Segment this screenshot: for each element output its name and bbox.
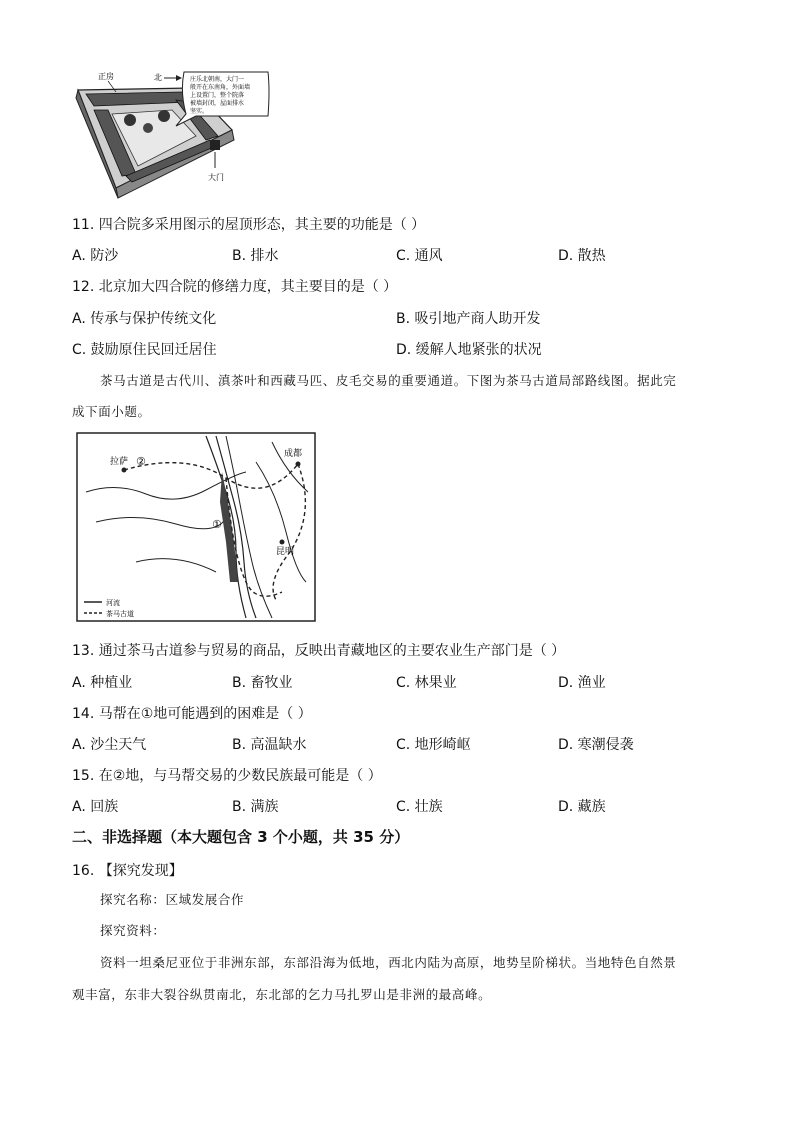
legend-river-label: 河流 [106, 599, 120, 607]
q11-option-d[interactable]: D. 散热 [558, 248, 606, 264]
q13-option-c[interactable]: C. 林果业 [396, 675, 457, 691]
q13-option-b[interactable]: B. 畜牧业 [232, 675, 293, 691]
label-bei: 北 [154, 73, 162, 82]
callout-line: 般开在东南角，外面墙 [190, 84, 251, 91]
q16-paragraph-line-1: 资料一坦桑尼亚位于非洲东部，东部沿海为低地，西北内陆为高原，地势呈阶梯状。当地特色自然景 [100, 955, 677, 970]
legend-route-label: 茶马古道 [106, 610, 134, 618]
q16-name-line: 探究名称：区域发展合作 [100, 892, 245, 907]
tea-horse-road-map [76, 432, 316, 622]
label-damen: 大门 [208, 173, 224, 182]
q15-option-a[interactable]: A. 回族 [72, 799, 119, 815]
q14-option-d[interactable]: D. 寒潮侵袭 [558, 737, 634, 753]
q16-material-line: 探究资料： [100, 923, 166, 938]
q11-option-a[interactable]: A. 防沙 [72, 248, 119, 264]
q15-option-b[interactable]: B. 满族 [232, 799, 279, 815]
question-15-stem: 15. 在②地，与马帮交易的少数民族最可能是（ ） [72, 768, 382, 784]
q12-option-a[interactable]: A. 传承与保护传统文化 [72, 311, 217, 327]
q12-option-c[interactable]: C. 鼓励原住民回迁居住 [72, 342, 217, 358]
intro-line-2: 成下面小题。 [72, 404, 151, 419]
question-13-stem: 13. 通过茶马古道参与贸易的商品，反映出青藏地区的主要农业生产部门是（ ） [72, 643, 566, 659]
map-label-lasa: 拉萨 [110, 457, 129, 467]
question-14-stem: 14. 马帮在①地可能遇到的困难是（ ） [72, 706, 312, 722]
map-marker-1: ① [212, 518, 222, 531]
q14-option-c[interactable]: C. 地形崎岖 [396, 737, 471, 753]
question-16-stem: 16. 【探究发现】 [72, 863, 183, 879]
map-label-kunming: 昆明 [276, 547, 295, 557]
intro-line-1: 茶马古道是古代川、滇茶叶和西藏马匹、皮毛交易的重要通道。下图为茶马古道局部路线图。据此完 [100, 373, 677, 388]
q13-option-a[interactable]: A. 种植业 [72, 675, 133, 691]
q14-option-b[interactable]: B. 高温缺水 [232, 737, 307, 753]
q13-option-d[interactable]: D. 渔业 [558, 675, 606, 691]
q14-option-a[interactable]: A. 沙尘天气 [72, 737, 147, 753]
callout-line: 庄乐北朝南，大门一 [190, 76, 245, 83]
callout-line: 上设置门，整个院落 [190, 92, 245, 99]
q15-option-c[interactable]: C. 壮族 [396, 799, 443, 815]
siheyuan-figure [72, 70, 272, 200]
map-label-chengdu: 成都 [284, 449, 303, 459]
q11-option-b[interactable]: B. 排水 [232, 248, 279, 264]
q11-option-c[interactable]: C. 通风 [396, 248, 443, 264]
callout-line: 被墙封闭，屋面排水 [190, 100, 245, 107]
section-2-heading: 二、非选择题（本大题包含 3 个小题，共 35 分） [72, 828, 410, 846]
question-11-stem: 11. 四合院多采用图示的屋顶形态，其主要的功能是（ ） [72, 217, 426, 233]
q16-paragraph-line-2: 观丰富，东非大裂谷纵贯南北，东北部的乞力马扎罗山是非洲的最高峰。 [72, 987, 492, 1002]
q15-option-d[interactable]: D. 藏族 [558, 799, 606, 815]
q12-option-d[interactable]: D. 缓解人地紧张的状况 [396, 342, 542, 358]
callout-line: 坚实。 [190, 108, 209, 115]
label-zhengfang: 正房 [98, 72, 114, 81]
question-12-stem: 12. 北京加大四合院的修缮力度，其主要目的是（ ） [72, 279, 398, 295]
q12-option-b[interactable]: B. 吸引地产商人助开发 [396, 311, 541, 327]
map-marker-2: ② [136, 455, 146, 468]
